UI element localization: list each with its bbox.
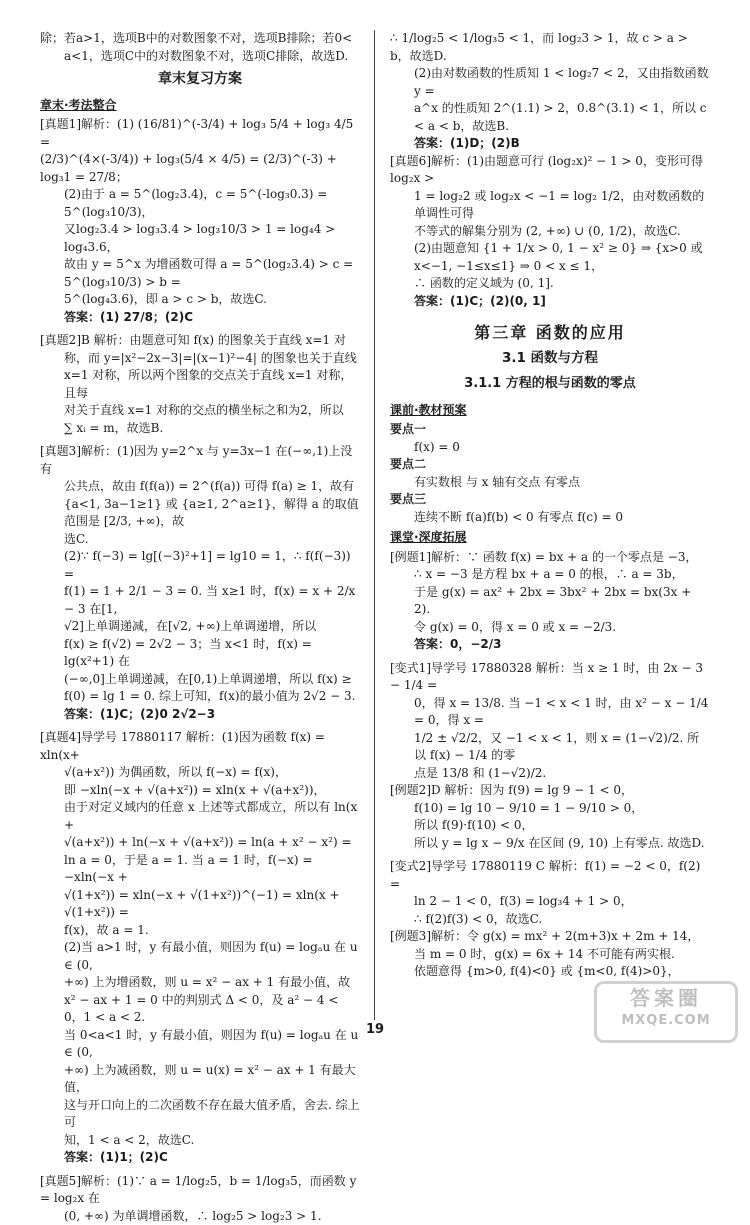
text-line: 对关于直线 x=1 对称的交点的横坐标之和为2，所以 — [40, 402, 360, 420]
text-line: 除；若a>1，选项B中的对数图象不对，选项B排除；若0< — [40, 30, 360, 48]
text-line: (2)当 a>1 时，y 有最小值，则因为 f(u) = logₐu 在 u ∈ (0, — [40, 939, 360, 974]
text-line: x² − ax + 1 = 0 中的判别式 Δ < 0，及 a² − 4 < 0，1 < a < 2. — [40, 992, 360, 1027]
text-line: √(a+x²)) 为偶函数，所以 f(−x) = f(x)， — [40, 764, 360, 782]
key-point-content: 有实数根 与 x 轴有交点 有零点 — [390, 474, 710, 492]
text-line: ln 2 − 1 < 0，f(3) = log₃4 + 1 > 0， — [390, 893, 710, 911]
example-1 — [390, 549, 710, 654]
text-line: (0, +∞) 为单调增函数，∴ log₂5 > log₂3 > 1. — [40, 1208, 360, 1225]
answer-line: 答案：(1)1；(2)C — [40, 1149, 360, 1167]
example-2 — [390, 782, 710, 852]
text-line: [真题1]解析：(1) (16/81)^(-3/4) + log₃ 5/4 + log₃ 4/5 = — [40, 116, 360, 151]
watermark-top-text: 答案圈 — [597, 984, 735, 1012]
variant-1 — [390, 660, 710, 783]
text-line: 又log₂3.4 > log₃3.4 > log₃10/3 > 1 = log₄4 > log₄3.6， — [40, 221, 360, 256]
right-column — [390, 30, 710, 981]
text-line: ∑ xᵢ = m，故选B. — [40, 420, 360, 438]
section-bar-label: 课前·教材预案 — [390, 402, 467, 420]
text-line: f(1) = 1 + 2/1 − 3 = 0. 当 x≥1 时，f(x) = x + 2/x − 3 在[1, — [40, 583, 360, 618]
text-line: 0，得 x = 13/8. 当 −1 < x < 1 时，由 x² − x − 1/4 = 0，得 x = — [390, 695, 710, 730]
text-line: 点是 13/8 和 (1−√2)/2. — [390, 765, 710, 783]
problem-1 — [40, 116, 360, 326]
section-title: 章末复习方案 — [40, 71, 360, 89]
text-line: a<1，选项C中的对数图象不对，选项C排除，故选D. — [40, 48, 360, 66]
text-line: 由于对定义域内的任意 x 上述等式都成立，所以有 ln(x + — [40, 799, 360, 834]
watermark-logo — [594, 981, 738, 1043]
text-line: (2/3)^(4×(-3/4)) + log₃(5/4 × 4/5) = (2/3)^(-3) + log₃1 = 27/8； — [40, 151, 360, 186]
text-line: f(x)，故 a = 1. — [40, 922, 360, 940]
text-line: f(0) = lg 1 = 0. 综上可知，f(x)的最小值为 2√2 − 3. — [40, 688, 360, 706]
key-point-label: 要点二 — [390, 456, 710, 474]
answer-line: 答案：(1)D；(2)B — [390, 135, 710, 153]
text-line: [变式2]导学号 17880119 C 解析：f(1) = −2 < 0，f(2) = — [390, 858, 710, 893]
left-column — [40, 30, 360, 1225]
page-number: 19 — [0, 1022, 750, 1037]
text-line: ∴ 1/log₂5 < 1/log₃5 < 1，而 log₂3 > 1，故 c > a > b，故选D. — [390, 30, 710, 65]
text-line: [真题3]解析：(1)因为 y=2^x 与 y=3x−1 在(−∞,1)上没有 — [40, 443, 360, 478]
text-line: 1 = log₂2 或 log₂x < −1 = log₂ 1/2，由对数函数的单调性可得 — [390, 188, 710, 223]
answer-line: 答案：0，−2/3 — [390, 636, 710, 654]
chapter-title: 第三章 函数的应用 — [390, 324, 710, 342]
section-heading: 3.1 函数与方程 — [390, 350, 710, 368]
key-points — [390, 421, 710, 526]
problem-6 — [390, 153, 710, 311]
text-line: √2]上单调递减，在[√2, +∞)上单调递增，所以 — [40, 618, 360, 636]
text-line: f(10) = lg 10 − 9/10 = 1 − 9/10 > 0， — [390, 800, 710, 818]
text-line: (−∞,0]上单调递减，在[0,1)上单调递增，所以 f(x) ≥ — [40, 671, 360, 689]
text-line: +∞) 上为增函数，则 u = x² − ax + 1 有最小值，故 — [40, 974, 360, 992]
text-line: [例题1]解析：∵ 函数 f(x) = bx + a 的一个零点是 −3， — [390, 549, 710, 567]
text-line: 即 −xln(−x + √(a+x²)) = xln(x + √(a+x²))， — [40, 782, 360, 800]
text-line: (2)由题意知 {1 + 1/x > 0, 1 − x² ≥ 0} ⇒ {x>0 或 x<−1, −1≤x≤1} ⇒ 0 < x ≤ 1， — [390, 240, 710, 275]
text-line: a^x 的性质知 2^(1.1) > 2，0.8^(3.1) < 1，所以 c < a < b，故选B. — [390, 100, 710, 135]
text-line: √(a+x²)) + ln(−x + √(a+x²)) = ln(a + x² − x²) = — [40, 834, 360, 852]
problem-3 — [40, 443, 360, 723]
section-bar-label: 课堂·深度拓展 — [390, 529, 467, 547]
text-line: [真题2]B 解析：由题意可知 f(x) 的图象关于直线 x=1 对 — [40, 332, 360, 350]
text-line: 所以 f(9)·f(10) < 0， — [390, 817, 710, 835]
key-point-content: f(x) = 0 — [390, 439, 710, 457]
text-line: ∴ f(2)f(3) < 0，故选C. — [390, 911, 710, 929]
problem-5 — [40, 1173, 360, 1225]
text-line: [例题2]D 解析：因为 f(9) = lg 9 − 1 < 0， — [390, 782, 710, 800]
text-line: [例题3]解析：令 g(x) = mx² + 2(m+3)x + 2m + 14， — [390, 928, 710, 946]
watermark-bottom-text: MXQE.COM — [597, 1012, 735, 1030]
text-line: [真题4]导学号 17880117 解析：(1)因为函数 f(x) = xln(x+ — [40, 729, 360, 764]
answer-line: 答案：(1)C；(2)(0, 1] — [390, 293, 710, 311]
key-point-label: 要点一 — [390, 421, 710, 439]
text-line: f(x) ≥ f(√2) = 2√2 − 3；当 x<1 时，f(x) = lg(x²+1) 在 — [40, 636, 360, 671]
text-line: 当 0<a<1 时，y 有最小值，则因为 f(u) = logₐu 在 u ∈ (0, — [40, 1027, 360, 1062]
text-line: ∴ x = −3 是方程 bx + a = 0 的根，∴ a = 3b， — [390, 566, 710, 584]
text-line: 依题意得 {m>0, f(4)<0} 或 {m<0, f(4)>0}， — [390, 963, 710, 981]
text-line: {a<1, 3a−1≥1} 或 {a≥1, 2^a≥1}，解得 a 的取值范围是 [2/3, +∞)，故 — [40, 496, 360, 531]
variant-2 — [390, 858, 710, 928]
text-line: 当 m = 0 时，g(x) = 6x + 14 不可能有两实根. — [390, 946, 710, 964]
text-line: (2)由对数函数的性质知 1 < log₂7 < 2，又由指数函数 y = — [390, 65, 710, 100]
text-line: 称，而 y=|x²−2x−3|=|(x−1)²−4| 的图象也关于直线 — [40, 350, 360, 368]
text-line: ln a = 0，于是 a = 1. 当 a = 1 时，f(−x) = −xln(−x + — [40, 852, 360, 887]
text-line: 故由 y = 5^x 为增函数可得 a = 5^(log₂3.4) > c = 5^(log₃10/3) > b = — [40, 256, 360, 291]
answer-line: 答案：(1) 27/8；(2)C — [40, 309, 360, 327]
text-line: 所以 y = lg x − 9/x 在区间 (9, 10) 上有零点. 故选D. — [390, 835, 710, 853]
text-line: [变式1]导学号 17880328 解析：当 x ≥ 1 时，由 2x − 3 − 1/4 = — [390, 660, 710, 695]
key-point-content: 连续不断 f(a)f(b) < 0 有零点 f(c) = 0 — [390, 509, 710, 527]
text-line: 选C. — [40, 531, 360, 549]
problem-2 — [40, 332, 360, 437]
text-line: 1/2 ± √2/2，又 −1 < x < 1，则 x = (1−√2)/2. 所以 f(x) − 1/4 的零 — [390, 730, 710, 765]
answer-line: 答案：(1)C；(2)0 2√2−3 — [40, 706, 360, 724]
text-line: ∴ 函数的定义域为 (0, 1]. — [390, 275, 710, 293]
section-bar-label: 章末·考法整合 — [40, 97, 117, 115]
text-line: 5^(log₄3.6)，即 a > c > b，故选C. — [40, 291, 360, 309]
text-line: [真题5]解析：(1)∵ a = 1/log₂5，b = 1/log₃5，而函数 y = log₂x 在 — [40, 1173, 360, 1208]
text-line: (2)由于 a = 5^(log₂3.4)，c = 5^(-log₃0.3) = 5^(log₃10/3)， — [40, 186, 360, 221]
column-divider — [374, 30, 375, 1020]
text-line: 公共点，故由 f(f(a)) = 2^(f(a)) 可得 f(a) ≥ 1，故有 — [40, 478, 360, 496]
text-line: +∞) 上为减函数，则 u = u(x) = x² − ax + 1 有最大值， — [40, 1062, 360, 1097]
subsection-heading: 3.1.1 方程的根与函数的零点 — [390, 375, 710, 393]
example-3 — [390, 928, 710, 981]
text-line: (2)∵ f(−3) = lg[(−3)²+1] = lg10 = 1，∴ f(f(−3)) = — [40, 548, 360, 583]
text-line: 于是 g(x) = ax² + 2bx = 3bx² + 2bx = bx(3x + 2). — [390, 584, 710, 619]
key-point-label: 要点三 — [390, 491, 710, 509]
problem-4 — [40, 729, 360, 1167]
text-line: x=1 对称，所以两个图象的交点关于直线 x=1 对称，且每 — [40, 367, 360, 402]
text-line: [真题6]解析：(1)由题意可行 (log₂x)² − 1 > 0，变形可得 log₂x > — [390, 153, 710, 188]
text-line: 知，1 < a < 2，故选C. — [40, 1132, 360, 1150]
text-line: 不等式的解集分别为 (2, +∞) ∪ (0, 1/2)，故选C. — [390, 223, 710, 241]
text-line: 令 g(x) = 0，得 x = 0 或 x = −2/3. — [390, 619, 710, 637]
text-line: √(1+x²)) = xln(−x + √(1+x²))^(−1) = xln(x + √(1+x²)) = — [40, 887, 360, 922]
text-line: 这与开口向上的二次函数不存在最大值矛盾，舍去. 综上可 — [40, 1097, 360, 1132]
